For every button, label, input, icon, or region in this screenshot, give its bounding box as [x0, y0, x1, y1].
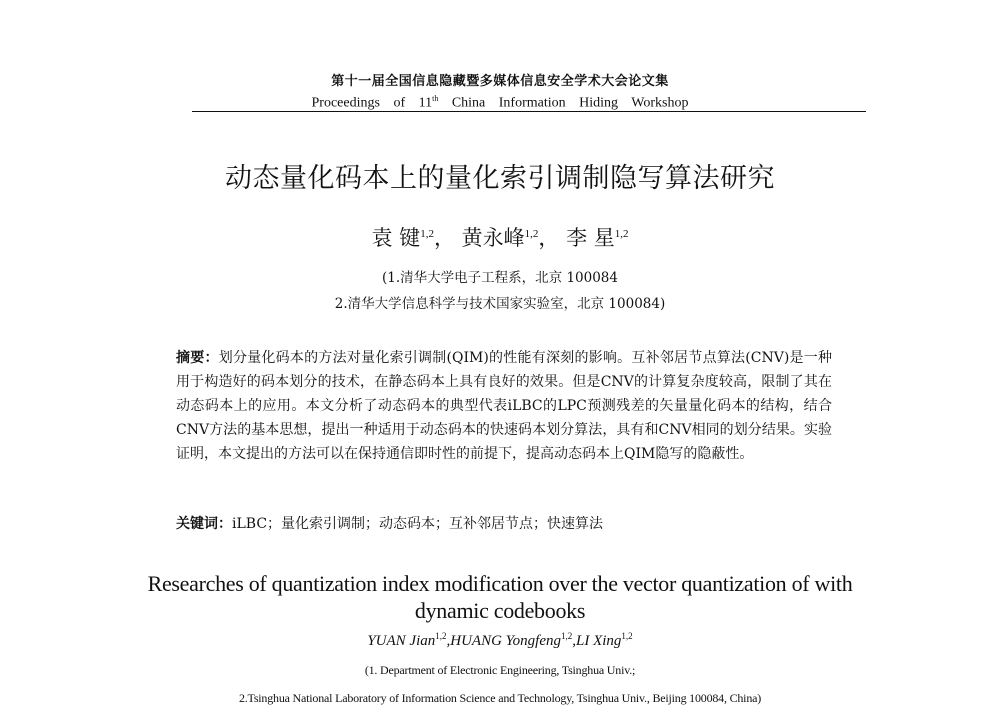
affiliations-en — [120, 656, 880, 712]
proceedings-en-suffix: China Information Hiding Workshop — [438, 95, 689, 111]
paper-title-en — [110, 570, 890, 624]
author-en-1 — [367, 633, 450, 649]
author-affil-sup: 1,2 — [435, 631, 447, 641]
affiliation-cn-2: 2.清华大学信息科学与技术国家实验室，北京 100084) — [334, 296, 666, 312]
author-cn-1 — [372, 226, 455, 250]
author-en-2 — [450, 633, 576, 649]
author-name: 李 星 — [566, 226, 615, 250]
abstract-label: 摘要： — [176, 350, 219, 366]
authors-cn — [200, 220, 800, 252]
author-affil-sup: 1,2 — [614, 228, 629, 240]
author-cn-2 — [462, 226, 560, 250]
paper-title-cn: 动态量化码本上的量化索引调制隐写算法研究 — [225, 163, 775, 194]
proceedings-header — [120, 74, 880, 112]
keywords — [176, 514, 832, 534]
abstract — [176, 346, 832, 466]
keywords-text: iLBC；量化索引调制；动态码本；互补邻居节点；快速算法 — [232, 516, 604, 532]
author-sep: ， — [433, 226, 455, 250]
affiliation-en-1: (1. Department of Electronic Engineering, Tsinghua Univ.; — [364, 663, 636, 677]
proceedings-title-cn: 第十一届全国信息隐藏暨多媒体信息安全学术大会论文集 — [331, 74, 669, 89]
author-affil-sup: 1,2 — [524, 228, 539, 240]
author-name: LI Xing — [575, 633, 622, 649]
author-name: YUAN Jian — [367, 633, 436, 649]
author-cn-3 — [566, 226, 628, 250]
affiliation-en-2: 2.Tsinghua National Laboratory of Information Science and Technology, Tsinghua Univ., Beijing 100084, China) — [238, 691, 762, 705]
author-en-3 — [576, 633, 633, 649]
proceedings-en-sup: th — [432, 94, 439, 103]
keywords-label: 关键词： — [176, 516, 232, 532]
author-affil-sup: 1,2 — [621, 631, 633, 641]
title-en-line-2: dynamic codebooks — [414, 598, 586, 623]
affiliation-cn-1: (1.清华大学电子工程系，北京 100084 — [382, 270, 618, 286]
proceedings-title-en — [120, 90, 880, 112]
author-sep: , — [446, 633, 451, 649]
affiliations-cn — [150, 265, 850, 317]
proceedings-en-prefix: Proceedings of 11 — [311, 95, 433, 111]
author-name: 黄永峰 — [461, 226, 525, 250]
header-rule — [192, 111, 866, 112]
author-name: 袁 键 — [371, 226, 421, 250]
author-name: HUANG Yongfeng — [450, 633, 561, 649]
author-sep: ， — [538, 226, 560, 250]
author-affil-sup: 1,2 — [420, 228, 434, 240]
title-en-line-1: Researches of quantization index modification over the vector quantization of with — [147, 571, 853, 596]
abstract-text: 划分量化码本的方法对量化索引调制(QIM)的性能有深刻的影响。互补邻居节点算法(CNV)是一种用于构造好的码本划分的技术，在静态码本上具有良好的效果。但是CNV的计算复杂度较高，限制了其在动态码本上的应用。本文分析了动态码本的典型代表iLBC的LPC预测残差的矢量量化码本的结构，结合CNV方法的基本思想，提出一种适用于动态码本的快速码本划分算法，具有和CNV相同的划分结果。实验证明，本文提出的方法可以在保持通信即时性的前提下，提高动态码本上QIM隐写的隐蔽性。 — [176, 350, 833, 462]
authors-en — [200, 626, 800, 651]
author-affil-sup: 1,2 — [560, 631, 573, 641]
author-sep: , — [572, 633, 576, 649]
